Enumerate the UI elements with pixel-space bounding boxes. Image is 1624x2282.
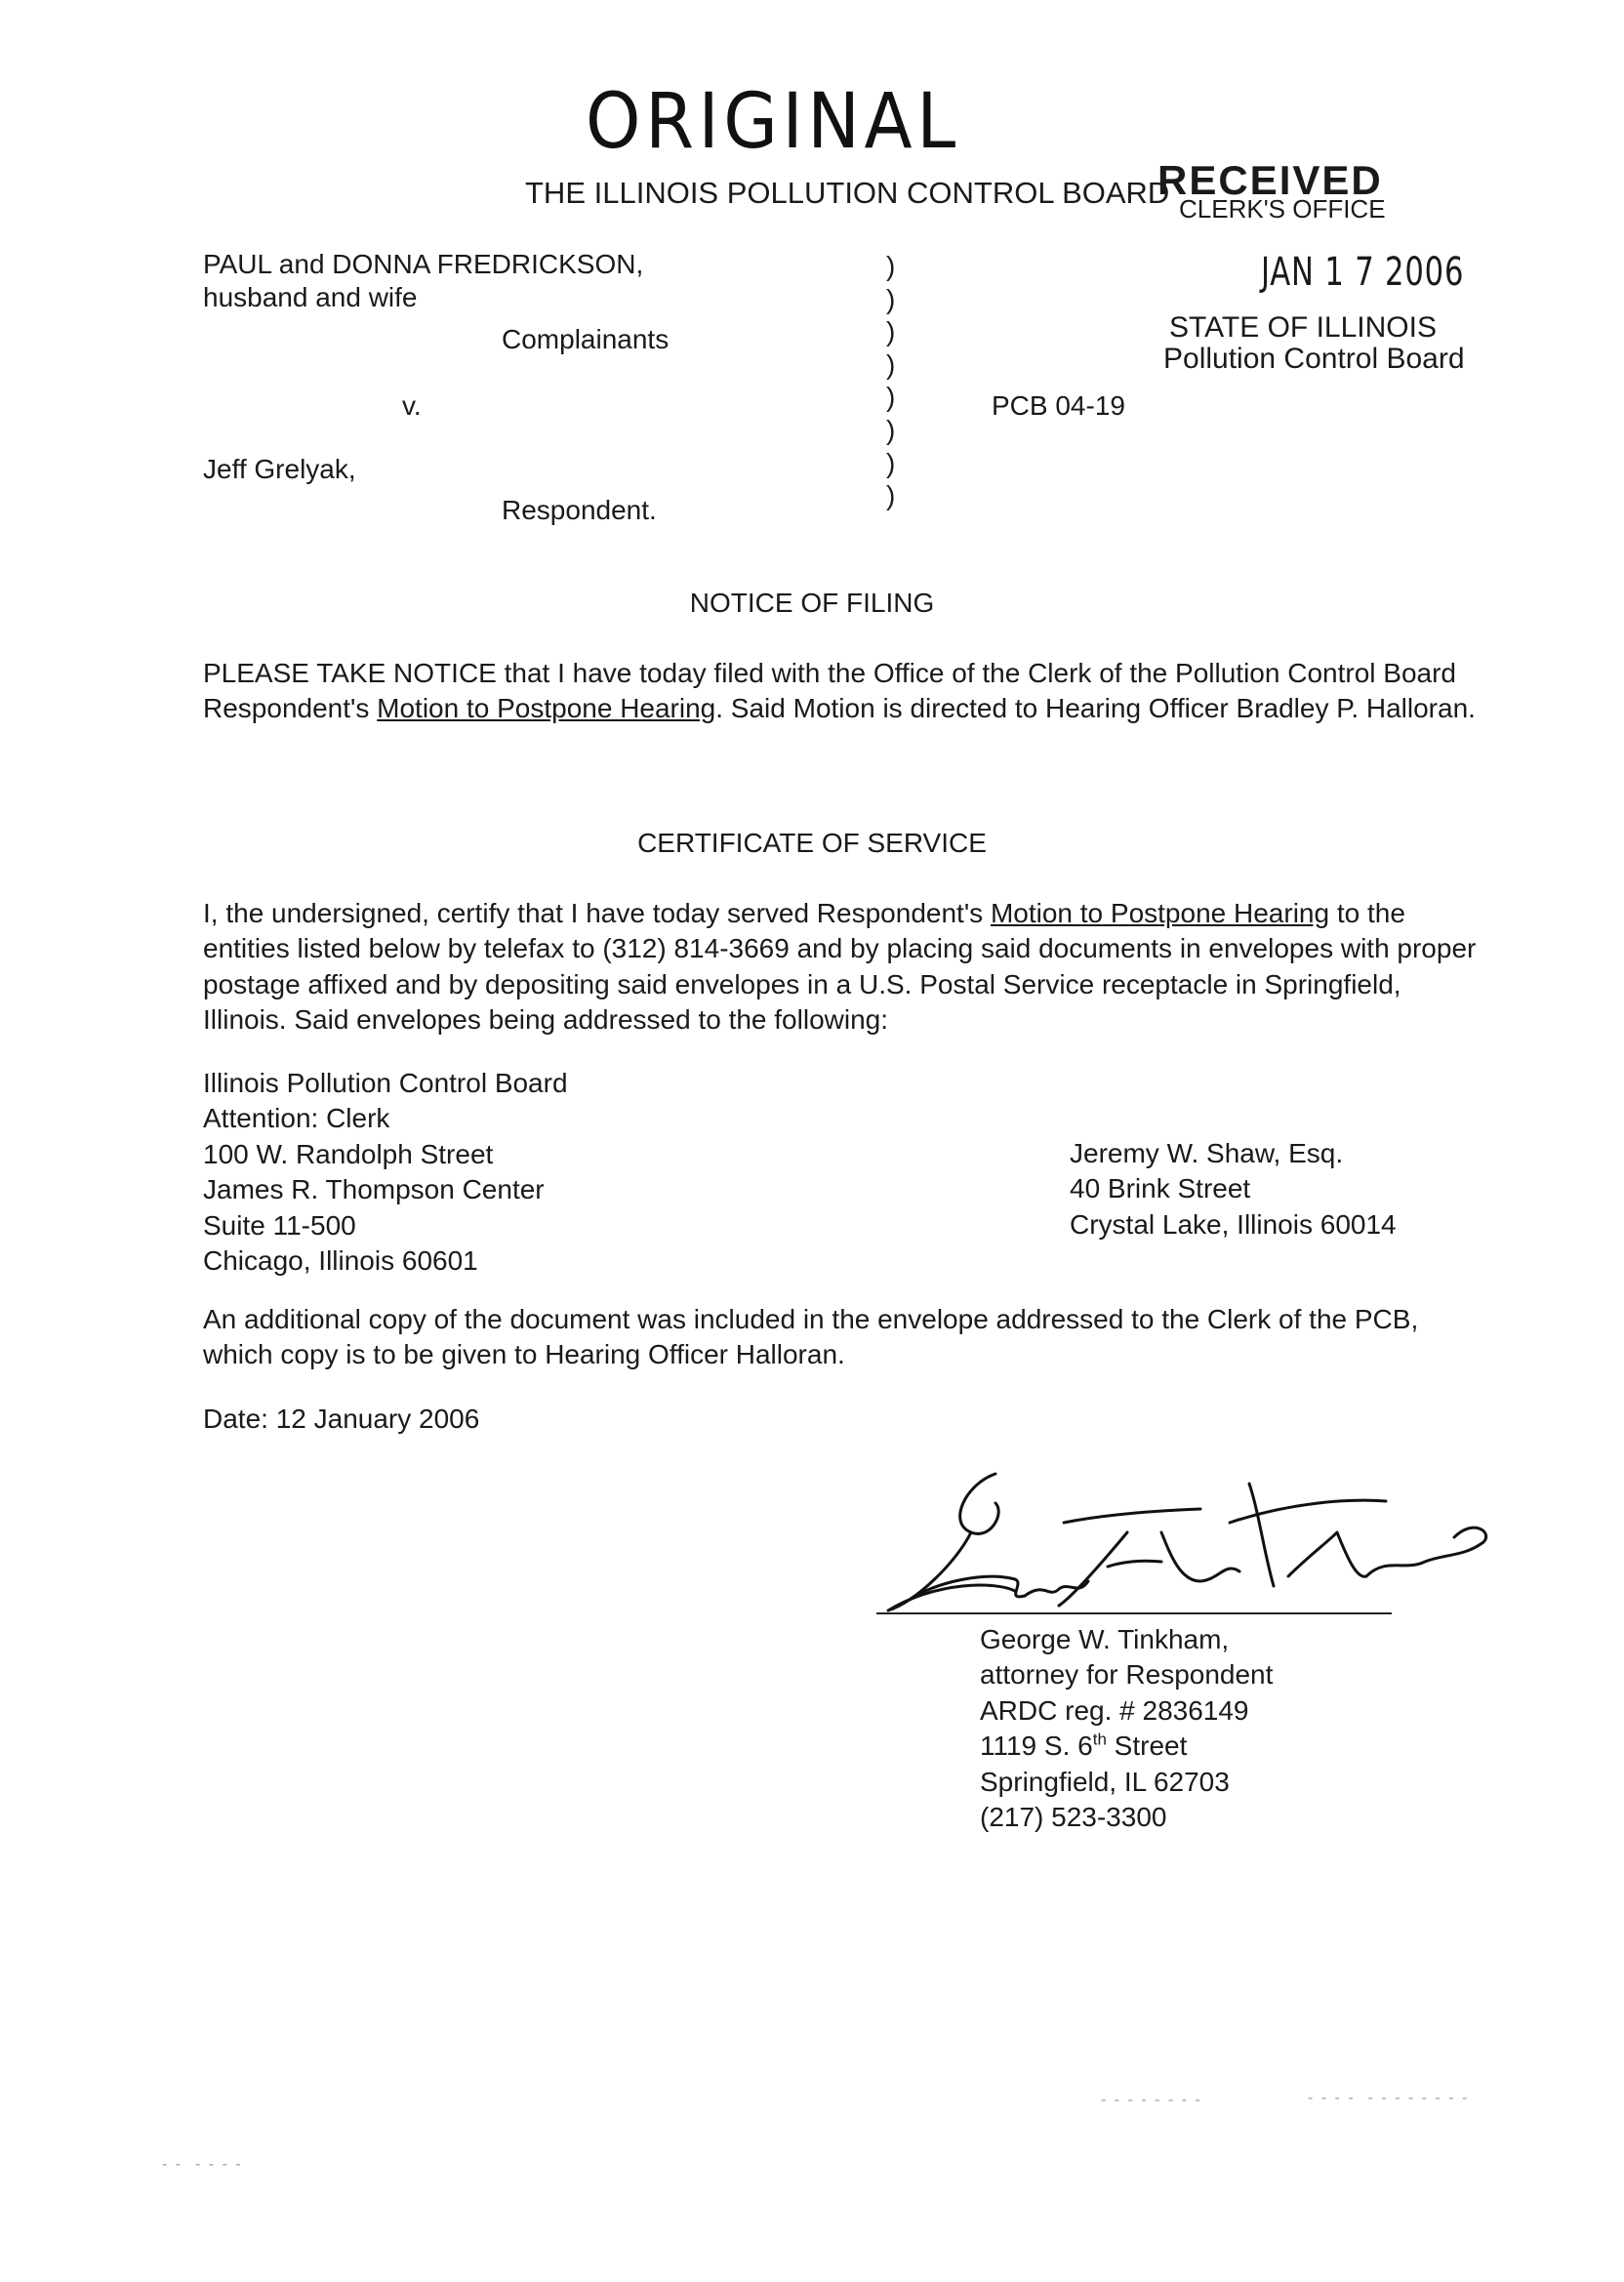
case-number: PCB 04-19 bbox=[992, 390, 1125, 421]
signature-line bbox=[876, 1612, 1392, 1614]
notice-text-after: . Said Motion is directed to Hearing Officer Bradley P. Halloran. bbox=[715, 693, 1476, 724]
address-line: Illinois Pollution Control Board bbox=[203, 1068, 568, 1098]
paren: ) bbox=[886, 283, 896, 314]
paren: ) bbox=[886, 251, 896, 281]
notice-motion-title: Motion to Postpone Hearing bbox=[377, 693, 716, 724]
signer-name: George W. Tinkham, bbox=[980, 1624, 1230, 1654]
certificate-text-before: I, the undersigned, certify that I have today served Respondent's bbox=[203, 898, 991, 928]
case-caption bbox=[203, 248, 669, 528]
versus-label: v. bbox=[402, 390, 422, 422]
certificate-paragraph bbox=[203, 896, 1491, 1039]
paren: ) bbox=[886, 447, 896, 478]
address-shaw bbox=[1070, 1136, 1397, 1243]
filing-date: Date: 12 January 2006 bbox=[203, 1404, 480, 1434]
paren: ) bbox=[886, 382, 896, 413]
scan-artifact: - - - - - - - - bbox=[1101, 2092, 1202, 2108]
state-stamp bbox=[1163, 311, 1465, 375]
state-board: Pollution Control Board bbox=[1163, 342, 1465, 375]
address-line: 100 W. Randolph Street bbox=[203, 1138, 494, 1169]
address-line: Chicago, Illinois 60601 bbox=[203, 1244, 478, 1276]
paren: ) bbox=[886, 414, 896, 445]
address-board bbox=[203, 1066, 568, 1279]
signer-phone: (217) 523-3300 bbox=[980, 1801, 1167, 1832]
certificate-motion-title: Motion to Postpone Hearing bbox=[990, 898, 1330, 928]
original-stamp: ORIGINAL bbox=[586, 78, 960, 166]
address-line: Suite 11-500 bbox=[203, 1209, 356, 1241]
handwritten-signature bbox=[878, 1464, 1503, 1620]
received-date-stamp: JAN 1 7 2006 bbox=[1261, 250, 1465, 295]
respondent-label: Respondent. bbox=[502, 495, 657, 526]
signer-ardc: ARDC reg. # 2836149 bbox=[980, 1694, 1249, 1726]
scan-artifact: - - - - - - bbox=[162, 2156, 243, 2173]
paren: ) bbox=[886, 316, 896, 347]
complainants-desc: husband and wife bbox=[203, 282, 418, 313]
state-name: STATE OF ILLINOIS bbox=[1169, 311, 1437, 344]
caption-parentheses bbox=[886, 250, 895, 512]
street-number: 1119 S. 6 bbox=[980, 1731, 1093, 1762]
signature-block bbox=[980, 1622, 1273, 1835]
notice-paragraph bbox=[203, 656, 1491, 727]
paren: ) bbox=[886, 480, 896, 511]
certificate-text-after: to the entities listed below by telefax to (312) 814-3669 and by placing said documents in envelopes with proper postage affixed and by depositing said envelopes in a U.S. Postal Service receptacle in Springfield, Illinois. Said envelopes being addressed to the following: bbox=[203, 898, 1477, 1036]
signer-city: Springfield, IL 62703 bbox=[980, 1766, 1230, 1797]
respondent-name: Jeff Grelyak, bbox=[203, 453, 356, 484]
street-ordinal: th bbox=[1092, 1730, 1107, 1749]
certificate-heading: CERTIFICATE OF SERVICE bbox=[637, 828, 987, 858]
address-line: Jeremy W. Shaw, Esq. bbox=[1070, 1138, 1344, 1168]
street-name: Street bbox=[1106, 1731, 1188, 1762]
address-line: 40 Brink Street bbox=[1070, 1173, 1251, 1204]
notice-heading: NOTICE OF FILING bbox=[689, 588, 935, 618]
board-title: THE ILLINOIS POLLUTION CONTROL BOARD bbox=[525, 176, 1170, 210]
notice-text-before: PLEASE TAKE NOTICE that I have today filed with the Office of the Clerk of the Pollution Control Board Respondent's bbox=[203, 658, 1456, 724]
additional-copy-paragraph: An additional copy of the document was included in the envelope addressed to the Clerk of the PCB, which copy is to be given to Hearing Officer Halloran. bbox=[203, 1304, 1419, 1370]
complainants-label: Complainants bbox=[502, 323, 670, 354]
address-line: Attention: Clerk bbox=[203, 1103, 390, 1134]
received-stamp: RECEIVED bbox=[1157, 157, 1383, 203]
complainants-name: PAUL and DONNA FREDRICKSON, bbox=[203, 249, 644, 279]
scan-artifact: - - - - - - - - - - - - bbox=[1308, 2090, 1470, 2106]
paren: ) bbox=[886, 348, 896, 380]
clerks-office-stamp: CLERK'S OFFICE bbox=[1179, 194, 1386, 224]
address-line: Crystal Lake, Illinois 60014 bbox=[1070, 1208, 1397, 1240]
address-line: James R. Thompson Center bbox=[203, 1174, 545, 1205]
signer-street bbox=[980, 1729, 1273, 1764]
signer-role: attorney for Respondent bbox=[980, 1659, 1274, 1691]
